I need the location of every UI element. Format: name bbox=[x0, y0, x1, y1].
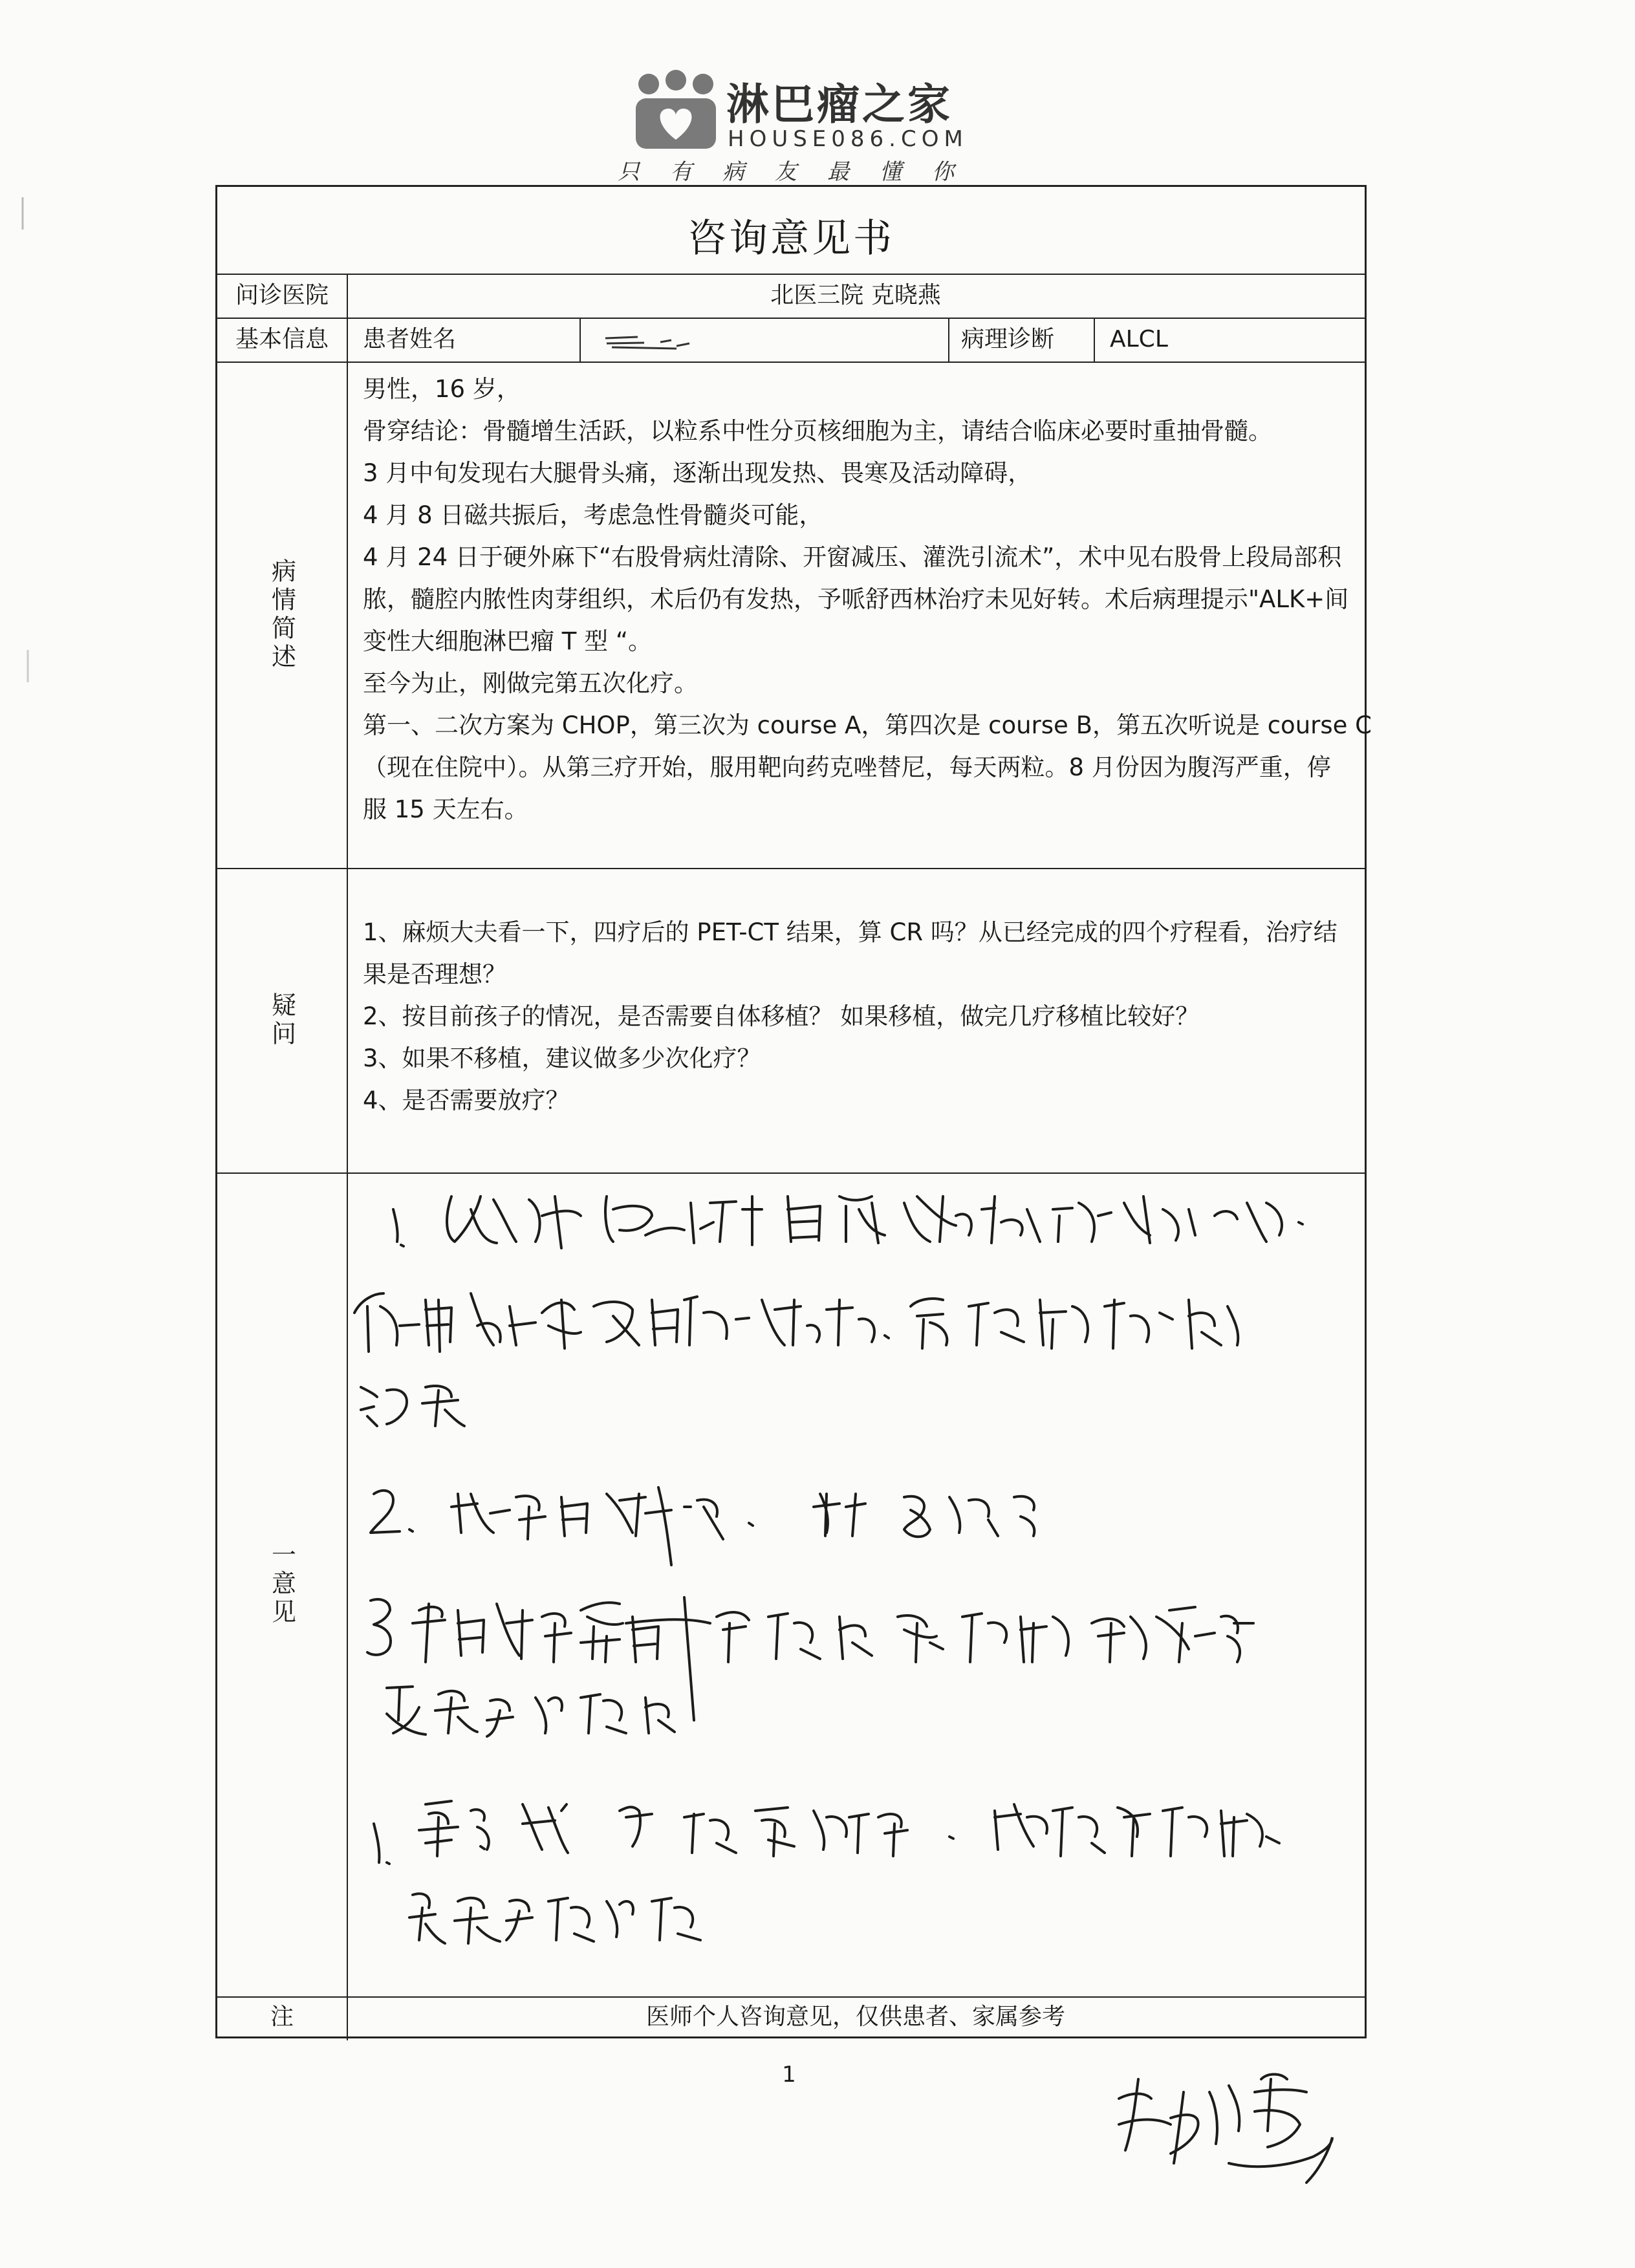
question-line: 果是否理想？ bbox=[363, 960, 506, 988]
history-line: 男性，16 岁， bbox=[363, 375, 521, 403]
slogan-char: 病 bbox=[722, 159, 744, 185]
patient-name-label: 患者姓名 bbox=[363, 326, 457, 352]
basic-info-label: 基本信息 bbox=[235, 326, 329, 352]
column-divider bbox=[1094, 318, 1095, 362]
question-line: 4、是否需要放疗？ bbox=[363, 1086, 570, 1114]
history-line: 变性大细胞淋巴瘤 T 型 “。 bbox=[363, 627, 653, 655]
doctor-signature bbox=[1099, 2053, 1358, 2196]
questions-text bbox=[363, 911, 1337, 1121]
brand-slogan bbox=[618, 154, 954, 186]
history-line: 服 15 天左右。 bbox=[363, 795, 528, 823]
site-logo bbox=[618, 65, 1019, 188]
slogan-char: 你 bbox=[932, 159, 954, 185]
history-line: 4 月 24 日于硬外麻下“右股骨病灶清除、开窗减压、灌洗引流术”，术中见右股骨上段局部积 bbox=[363, 543, 1342, 571]
hospital-value: 北医三院 克晓燕 bbox=[770, 282, 941, 308]
redacted-name-icon bbox=[599, 324, 728, 356]
question-line: 2、按目前孩子的情况，是否需要自体移植？ 如果移植，做完几疗移植比较好？ bbox=[363, 1002, 1200, 1030]
slogan-char: 懂 bbox=[880, 159, 902, 185]
slogan-char: 友 bbox=[775, 159, 797, 185]
history-text bbox=[363, 368, 1372, 830]
question-line: 3、如果不移植，建议做多少次化疗？ bbox=[363, 1044, 761, 1072]
questions-label: 疑问 bbox=[267, 991, 296, 1049]
question-line: 1、麻烦大夫看一下，四疗后的 PET-CT 结果，算 CR 吗？从已经完成的四个疗程看，治疗结 bbox=[363, 918, 1337, 946]
brand-url: HOUSE086.COM bbox=[728, 126, 968, 152]
hospital-label: 问诊医院 bbox=[235, 282, 329, 308]
note-label: 注 bbox=[270, 2003, 294, 2030]
slogan-char: 最 bbox=[827, 159, 849, 185]
page-number: 1 bbox=[782, 2062, 796, 2088]
opinion-label: 一意见 bbox=[267, 1542, 296, 1627]
history-line: 至今为止，刚做完第五次化疗。 bbox=[363, 669, 698, 697]
row-divider bbox=[217, 868, 1365, 869]
diagnosis-value: ALCL bbox=[1110, 326, 1168, 352]
row-divider bbox=[217, 362, 1365, 363]
document-title: 咨询意见书 bbox=[688, 216, 894, 261]
column-divider bbox=[579, 318, 581, 362]
history-line: 骨穿结论：骨髓增生活跃，以粒系中性分页核细胞为主，请结合临床必要时重抽骨髓。 bbox=[363, 417, 1272, 445]
diagnosis-label: 病理诊断 bbox=[961, 326, 1055, 352]
history-line: 3 月中旬发现右大腿骨头痛，逐渐出现发热、畏寒及活动障碍， bbox=[363, 459, 1032, 487]
brand-name: 淋巴瘤之家 bbox=[726, 80, 953, 129]
slogan-char: 只 bbox=[618, 159, 640, 185]
history-line: 4 月 8 日磁共振后，考虑急性骨髓炎可能， bbox=[363, 501, 823, 529]
history-line: 第一、二次方案为 CHOP，第三次为 course A，第四次是 course B，第五次听说是 course C bbox=[363, 711, 1372, 739]
scan-mark bbox=[13, 194, 32, 233]
history-label: 病情简述 bbox=[267, 557, 296, 672]
scan-mark bbox=[18, 647, 38, 686]
people-heart-logo-icon bbox=[631, 70, 721, 154]
slogan-char: 有 bbox=[670, 159, 692, 185]
note-text: 医师个人咨询意见，仅供患者、家属参考 bbox=[645, 2003, 1065, 2030]
history-line: （现在住院中）。从第三疗开始，服用靶向药克唑替尼，每天两粒。8 月份因为腹泻严重，停 bbox=[363, 753, 1331, 781]
history-line: 脓，髓腔内脓性肉芽组织，术后仍有发热，予哌舒西林治疗未见好转。术后病理提示"ALK+间 bbox=[363, 585, 1349, 613]
column-divider bbox=[948, 318, 949, 362]
handwritten-opinion bbox=[348, 1171, 1363, 1960]
